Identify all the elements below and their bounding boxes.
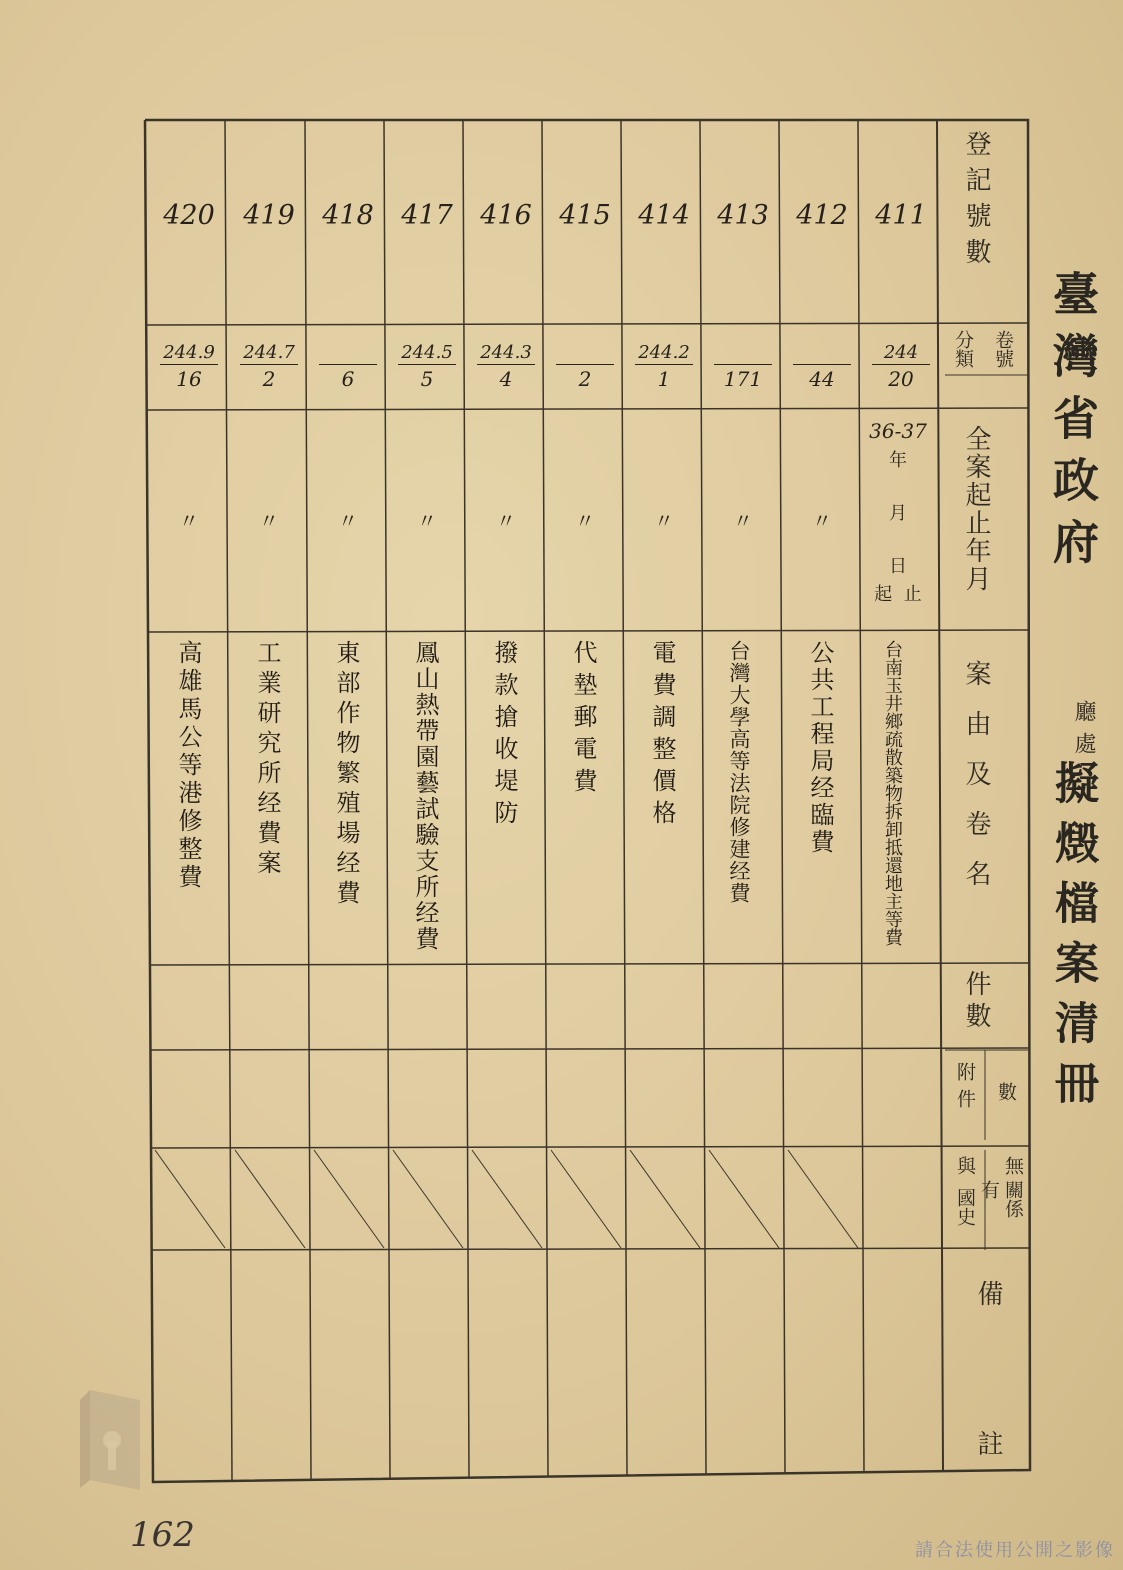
subject-412: 公共工程局经臨費	[806, 640, 834, 856]
title-agency: 臺灣省政府	[1046, 270, 1100, 580]
page-number: 162	[130, 1515, 195, 1555]
header-hist-rel: 關係	[1002, 1180, 1024, 1218]
header-subject: 案由及卷名	[961, 660, 991, 910]
header-volume-no: 卷號	[992, 330, 1014, 368]
subject-416: 撥款搶收堤防	[490, 640, 518, 832]
reg-no-418: 418	[322, 200, 374, 231]
date-ditto: 〃	[179, 509, 199, 533]
date-ditto: 〃	[733, 509, 753, 533]
reg-no-413: 413	[717, 200, 769, 231]
reg-no-420: 420	[163, 200, 215, 231]
subject-413: 台灣大學高等法院修建经費	[727, 640, 751, 904]
date-ditto: 〃	[496, 509, 516, 533]
reg-no-414: 414	[638, 200, 690, 231]
header-reg-no: 登記號數	[961, 130, 991, 274]
date-ditto: 〃	[417, 509, 437, 533]
reg-no-412: 412	[796, 200, 848, 231]
date-ditto: 〃	[812, 509, 832, 533]
reg-no-419: 419	[243, 200, 295, 231]
volume-cell: 171	[710, 342, 776, 391]
header-hist-has: 有	[978, 1180, 1000, 1199]
volume-cell: 2	[552, 342, 618, 391]
reg-no-416: 416	[480, 200, 532, 231]
volume-cell: 244 20	[868, 342, 934, 391]
archive-logo	[60, 1380, 160, 1500]
volume-cell: 244.9 16	[156, 342, 222, 391]
title-doc-name: 擬燬檔案清冊	[1047, 760, 1098, 1120]
volume-cell: 244.7 2	[236, 342, 302, 391]
subject-420: 高雄馬公等港修整費	[174, 640, 202, 892]
subject-417: 鳳山熱帶園藝試驗支所经費	[411, 640, 439, 952]
volume-cell: 6	[315, 342, 381, 391]
subject-418: 東部作物繁殖場经費	[332, 640, 360, 910]
header-date-range: 全案起止年月	[961, 425, 991, 593]
header-remarks-1: 備	[973, 1280, 1003, 1316]
watermark: 請合法使用公開之影像	[915, 1540, 1115, 1561]
date-ditto: 〃	[259, 509, 279, 533]
reg-no-417: 417	[401, 200, 453, 231]
volume-cell: 244.3 4	[473, 342, 539, 391]
title-office: 廳處	[1071, 700, 1096, 764]
header-count: 件數	[961, 970, 991, 1034]
subject-415: 代墊郵電費	[569, 640, 597, 800]
header-hist-none: 無	[1002, 1156, 1024, 1175]
header-hist-national: 國史	[954, 1188, 976, 1226]
header-hist-with: 與	[954, 1156, 976, 1175]
volume-cell: 244.2 1	[631, 342, 697, 391]
header-remarks-2: 註	[973, 1430, 1003, 1466]
reg-no-415: 415	[559, 200, 611, 231]
date-ditto: 〃	[338, 509, 358, 533]
volume-cell: 44	[789, 342, 855, 391]
header-attachments: 附件	[954, 1062, 976, 1116]
date-range-cell: 36-37 年 月 日 起 止	[869, 419, 927, 606]
subject-419: 工業研究所经費案	[253, 640, 281, 880]
date-ditto: 〃	[575, 509, 595, 533]
volume-cell: 244.5 5	[394, 342, 460, 391]
date-ditto: 〃	[654, 509, 674, 533]
reg-no-411: 411	[875, 200, 927, 231]
subject-414: 電費調整價格	[648, 640, 676, 832]
subject-411: 台南玉井鄉疏散築物拆卸抵還地主等費	[882, 640, 903, 946]
header-category: 分類	[952, 330, 974, 368]
header-attach-count: 數	[995, 1082, 1017, 1101]
